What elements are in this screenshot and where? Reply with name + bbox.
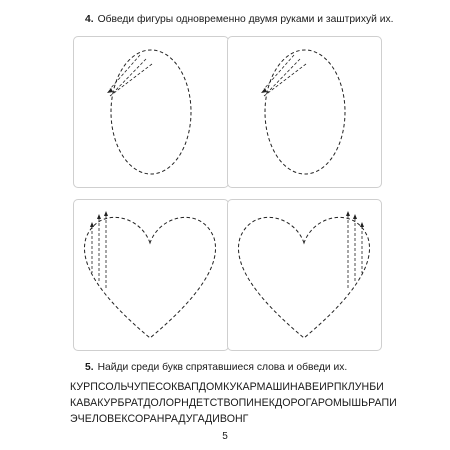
- task-5-text: Найди среди букв спрятавшиеся слова и обведи их.: [97, 362, 348, 373]
- heart-panel-left: [73, 199, 229, 351]
- dashed-oval-right: [228, 37, 381, 187]
- page-number: 5: [222, 431, 228, 442]
- dashed-heart-right: [228, 200, 381, 350]
- oval-panel-left: [73, 36, 229, 188]
- dashed-heart-left: [74, 200, 228, 350]
- task-5-number: 5.: [85, 362, 94, 373]
- heart-panel-right: [227, 199, 382, 351]
- task-4-heading: [85, 14, 393, 25]
- letter-row: КАВАКУРБРАТДОЛОРНДЕТСТВОПИНЕКДОРОГАРОМЫШЬРАПИ: [70, 397, 397, 409]
- task-4-text: Обведи фигуры одновременно двумя руками и заштрихуй их.: [97, 14, 394, 25]
- task-5-heading: [85, 362, 347, 373]
- letter-row: ЭЧЕЛОВЕКСОРАНРАДУГАДИВОНГ: [70, 413, 249, 425]
- letter-row: КУРПСОЛЬЧУПЕСОКВАПДОМКУКАРМАШИНАВЕИРПКЛУНБИ: [70, 381, 384, 393]
- task-4-number: 4.: [85, 14, 94, 25]
- oval-panel-right: [227, 36, 382, 188]
- dashed-oval-left: [74, 37, 228, 187]
